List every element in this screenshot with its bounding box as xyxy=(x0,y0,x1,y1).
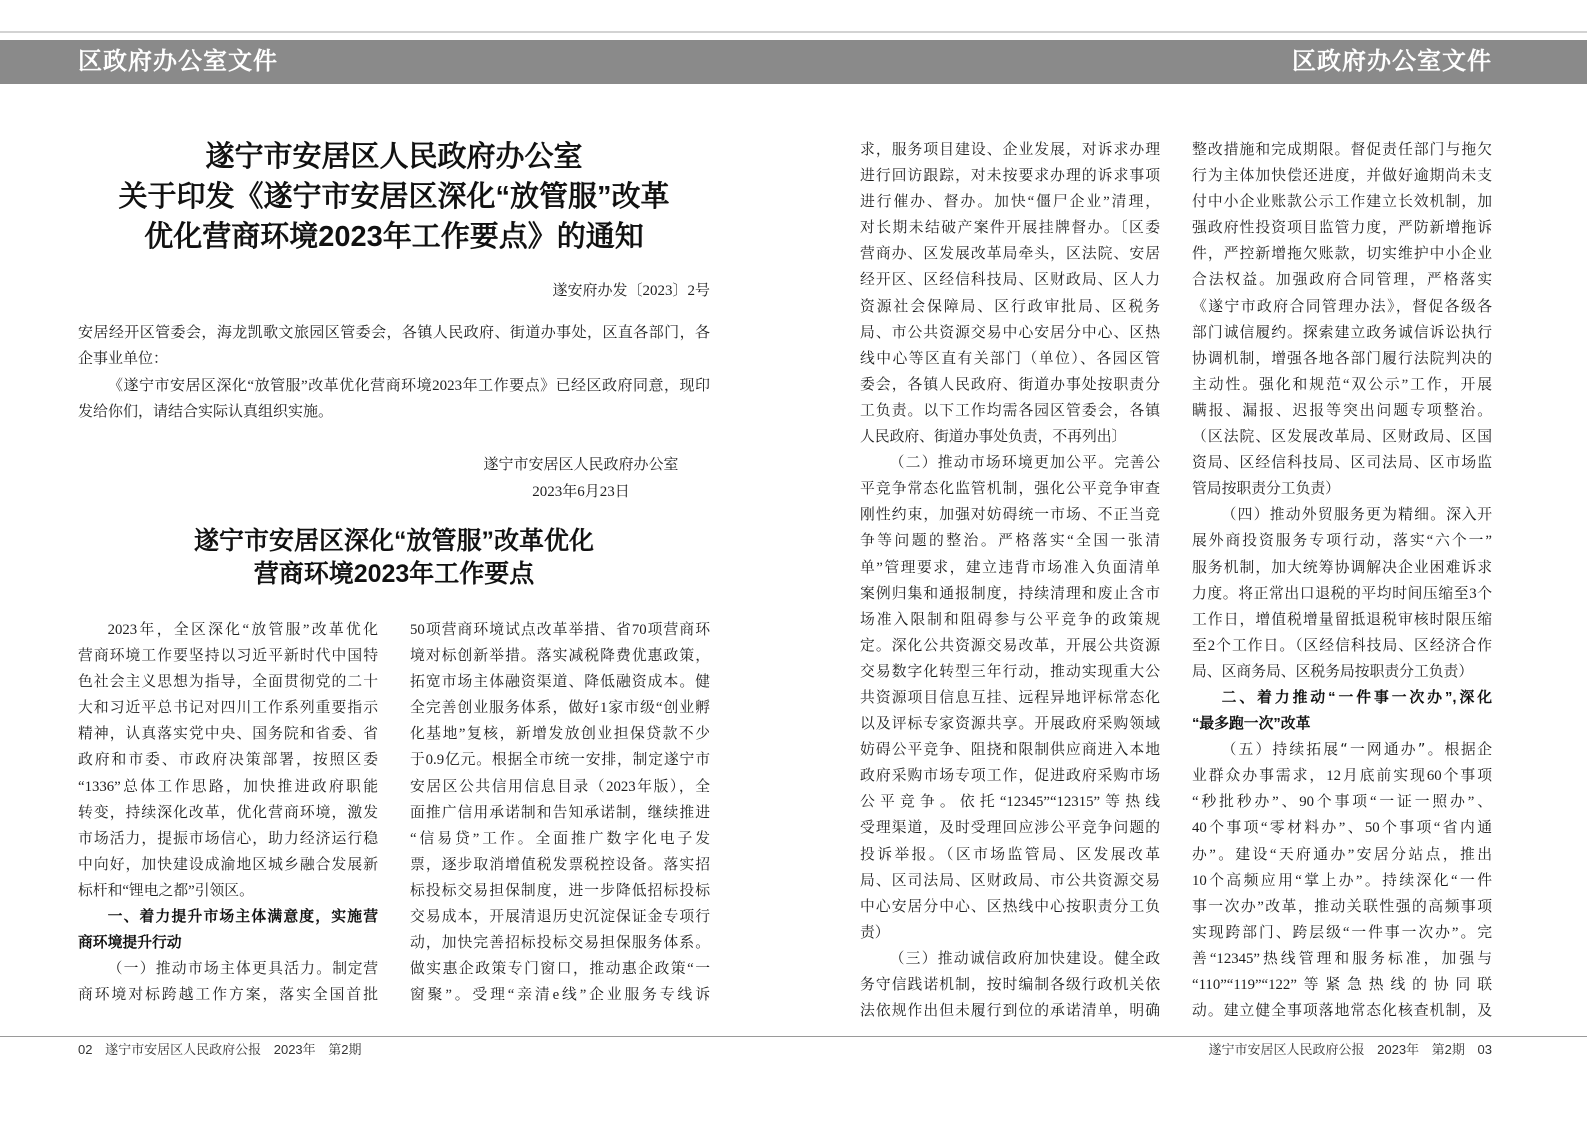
line-text: 深入开 xyxy=(1446,507,1492,524)
body-paragraph xyxy=(1192,502,1492,685)
work-points-title xyxy=(78,525,710,591)
line-text: 事一次办”改革，推动关联性强的高频事项 xyxy=(1192,898,1492,915)
line-text: 法依规作出但未履行到位的承诺清单，明确 xyxy=(860,1003,1160,1020)
line-text: 完善公 xyxy=(1114,455,1160,472)
publication-year: 2023年 xyxy=(273,1042,316,1057)
notice-title-line: 关于印发《遂宁市安居区深化“放管服”改革 xyxy=(118,181,670,213)
line-text: 境对标创新举措。落实减税降费优惠政策， xyxy=(410,648,710,665)
text-line xyxy=(410,643,710,669)
line-text: 票，逐步取消增值税发票税控设备。落实招 xyxy=(410,856,710,873)
text-line xyxy=(410,904,710,930)
text-line xyxy=(1192,815,1492,841)
body-paragraph xyxy=(1192,137,1492,502)
line-text: “秒批秒办”、90个事项“一证一照办”、 xyxy=(1192,794,1492,811)
line-text: 场准入限制和阻碍参与公平竞争的政策规 xyxy=(860,611,1160,628)
text-line xyxy=(1192,424,1492,450)
body-paragraph xyxy=(860,450,1160,946)
text-line xyxy=(78,617,378,643)
text-line xyxy=(410,695,710,721)
text-line xyxy=(410,956,710,982)
text-line xyxy=(410,617,710,643)
subsection-lead: （三）推动诚信政府加快建设。 xyxy=(889,949,1115,967)
issue-number: 第2期 xyxy=(1431,1042,1465,1057)
text-line xyxy=(860,398,1160,424)
text-line xyxy=(1192,868,1492,894)
body-paragraph xyxy=(1192,737,1492,1024)
text-line xyxy=(860,476,1160,502)
line-text: 线中心等区直有关部门（单位）、各园区管 xyxy=(860,350,1160,367)
text-line xyxy=(1192,842,1492,868)
text-line xyxy=(860,137,1160,163)
text-line xyxy=(78,930,378,956)
top-rule xyxy=(0,31,1587,33)
line-text: 以及评标专家资源共享。开展政府采购领域 xyxy=(860,716,1160,733)
line-text: 色社会主义思想为指导，全面贯彻党的二十 xyxy=(78,674,378,691)
text-line xyxy=(410,721,710,747)
line-text: 《遂宁市政府合同管理办法》，督促各级各 xyxy=(1192,298,1492,315)
text-line xyxy=(1192,450,1492,476)
text-line xyxy=(860,163,1160,189)
subsection-lead: （四）推动外贸服务更为精细。 xyxy=(1221,506,1447,524)
body-paragraph xyxy=(78,956,378,1008)
text-line xyxy=(860,633,1160,659)
text-line xyxy=(410,826,710,852)
line-text: 整改措施和完成期限。督促责任部门与拖欠 xyxy=(1192,142,1492,158)
footer-left xyxy=(78,1041,371,1059)
line-text: 经开区、区经信科技局、区财政局、区人力 xyxy=(860,272,1160,289)
text-line xyxy=(1192,346,1492,372)
text-line xyxy=(1192,398,1492,424)
text-line xyxy=(860,868,1160,894)
text-line xyxy=(860,372,1160,398)
text-line xyxy=(1192,581,1492,607)
text-line xyxy=(1192,763,1492,789)
text-line xyxy=(78,747,378,773)
line-text: 标杆和“锂电之都”引领区。 xyxy=(78,882,254,899)
text-line xyxy=(860,555,1160,581)
line-text: 中心安居分中心、区热线中心按职责分工负 xyxy=(860,898,1160,915)
text-line xyxy=(410,852,710,878)
line-text: 共资源项目信息互挂、远程异地评标常态化 xyxy=(860,689,1160,706)
text-line xyxy=(860,946,1160,972)
notice-title xyxy=(78,137,710,257)
publication-name: 遂宁市安居区人民政府公报 xyxy=(105,1042,262,1057)
notice-title-line: 遂宁市安居区人民政府办公室 xyxy=(205,141,583,173)
header-title-right: 区政府办公室文件 xyxy=(1292,48,1492,75)
text-line xyxy=(860,972,1160,998)
text-line xyxy=(1192,267,1492,293)
text-line xyxy=(1192,894,1492,920)
line-text: 安居区公共信用信息目录（2023年版），全 xyxy=(410,778,710,795)
line-text: 一、着力提升市场主体满意度，实施营 xyxy=(107,909,378,926)
line-text: 窗聚”。受理“亲清e线”企业服务专线诉 xyxy=(410,987,710,1004)
text-line xyxy=(78,721,378,747)
line-text: 公平竞争。依托“12345”“12315”等热线 xyxy=(860,794,1160,811)
text-line xyxy=(1192,502,1492,528)
line-text: 于0.9亿元。根据全市统一安排，制定遂宁市 xyxy=(410,752,710,769)
subsection-lead: （一）推动市场主体更具活力。 xyxy=(107,960,333,978)
line-text: 局、区司法局、区财政局、市公共资源交易 xyxy=(860,872,1160,889)
text-line xyxy=(860,241,1160,267)
text-line xyxy=(860,528,1160,554)
line-text: 服务机制，加大统筹协调解决企业困难诉求 xyxy=(1192,559,1492,576)
header-title-left: 区政府办公室文件 xyxy=(78,48,278,75)
line-text: 资源社会保障局、区行政审批局、区税务 xyxy=(860,298,1160,315)
line-text: “110”“119”“122”等紧急热线的协同联 xyxy=(1192,977,1492,993)
line-text: 交易数字化转型三年行动，推动实现重大公 xyxy=(860,663,1160,680)
text-line xyxy=(410,747,710,773)
body-paragraph xyxy=(860,946,1160,1024)
line-text: 部门诚信履约。探索建立政务诚信诉讼执行 xyxy=(1192,324,1492,341)
line-text: 受理渠道，及时受理回应涉公平竞争问题的 xyxy=(860,820,1160,837)
line-text: 资局、区经信科技局、区司法局、区市场监 xyxy=(1192,455,1492,472)
text-line xyxy=(78,800,378,826)
text-line xyxy=(1192,189,1492,215)
line-text: 10个高频应用“掌上办”。持续深化“一件 xyxy=(1192,872,1492,889)
text-line xyxy=(1192,555,1492,581)
text-line xyxy=(78,904,378,930)
line-text: 制定营 xyxy=(332,961,378,978)
line-text: 健全政 xyxy=(1114,950,1160,967)
text-line xyxy=(860,711,1160,737)
line-text: 务守信践诺机制，按时编制各级行政机关依 xyxy=(860,977,1160,993)
text-line xyxy=(860,789,1160,815)
text-line xyxy=(78,695,378,721)
line-text: 市场活力，提振市场信心，助力经济运行稳 xyxy=(78,830,378,847)
subsection-lead: （五）持续拓展“一网通办”。 xyxy=(1221,741,1445,759)
line-text: 交易成本，开展清退历史沉淀保证金专项行 xyxy=(410,909,710,926)
text-line xyxy=(78,643,378,669)
line-text: 中向好，加快建设成渝地区城乡融合发展新 xyxy=(78,856,378,873)
text-line xyxy=(1192,476,1492,502)
text-line xyxy=(1192,946,1492,972)
text-line xyxy=(1192,789,1492,815)
signature-date: 2023年6月23日 xyxy=(532,484,630,500)
text-line xyxy=(860,894,1160,920)
line-text: “最多跑一次”改革 xyxy=(1192,716,1311,733)
text-line xyxy=(860,320,1160,346)
text-line xyxy=(410,800,710,826)
section-heading xyxy=(78,904,378,956)
notice-body-line: 《遂宁市安居区深化“放管服”改革优化营商环境2023年工作要点》已经区政府同意，现印 xyxy=(108,377,710,394)
line-text: 案例归集和通报制度，持续清理和废止含市 xyxy=(860,585,1160,602)
line-text: 管局按职责分工负责） xyxy=(1192,481,1340,498)
line-text: 2023年，全区深化“放管服”改革优化 xyxy=(107,622,378,638)
notice-body-line: 发给你们，请结合实际认真组织实施。 xyxy=(78,403,334,420)
line-text: 办”。建设“天府通办”安居分站点，推出 xyxy=(1192,846,1492,863)
line-text: 根据企 xyxy=(1444,742,1492,759)
line-text: 妨碍公平竞争、阻挠和限制供应商进入本地 xyxy=(860,742,1160,759)
line-text: 平竞争常态化监管机制，强化公平竞争审查 xyxy=(860,481,1160,498)
line-text: 商环境对标跨越工作方案，落实全国首批 xyxy=(78,987,378,1004)
text-line xyxy=(78,878,378,904)
line-text: 实现跨部门、跨层级“一件事一次办”。完 xyxy=(1192,924,1492,941)
text-line xyxy=(860,763,1160,789)
signature-org: 遂宁市安居区人民政府办公室 xyxy=(483,457,679,473)
line-text: 强政府性投资项目监管力度，严防新增拖诉 xyxy=(1192,220,1492,237)
line-text: “1336”总体工作思路，加快推进政府职能 xyxy=(78,778,378,795)
line-text: 40个事项“零材料办”、50个事项“省内通 xyxy=(1192,820,1492,837)
line-text: 对长期未结破产案件开展挂牌督办。〔区委 xyxy=(860,220,1160,237)
body-paragraph xyxy=(78,617,378,904)
text-line xyxy=(860,737,1160,763)
text-line xyxy=(1192,972,1492,998)
document-number: 遂安府办发〔2023〕2号 xyxy=(552,283,710,299)
line-text: 政府采购市场专项工作，促进政府采购市场 xyxy=(860,768,1160,785)
line-text: 件，严控新增拖欠账款，切实维护中小企业 xyxy=(1192,246,1492,263)
line-text: 50项营商环境试点改革举措、省70项营商环 xyxy=(410,622,710,638)
line-text: 局、区商务局、区税务局按职责分工负责） xyxy=(1192,663,1474,680)
body-paragraph xyxy=(410,617,710,1008)
signature-block xyxy=(470,452,692,506)
addressee-line: 安居经开区管委会，海龙凯歌文旅园区管委会，各镇人民政府、街道办事处，区直各部门，各 xyxy=(78,325,710,341)
text-line xyxy=(860,842,1160,868)
publication-name: 遂宁市安居区人民政府公报 xyxy=(1208,1042,1365,1057)
text-line xyxy=(410,669,710,695)
text-line xyxy=(1192,372,1492,398)
line-text: 进行回访跟踪，对未按要求办理的诉求事项 xyxy=(860,168,1160,185)
line-text: 力度。将正常出口退税的平均时间压缩至3个 xyxy=(1192,585,1492,602)
line-text: 合法权益。加强政府合同管理，严格落实 xyxy=(1192,272,1492,289)
text-line xyxy=(860,189,1160,215)
page-number: 02 xyxy=(78,1042,93,1057)
text-line xyxy=(1192,633,1492,659)
text-line xyxy=(1192,215,1492,241)
line-text: 动，加快完善招标投标交易担保服务体系。 xyxy=(410,935,710,952)
line-text: “信易贷”工作。全面推广数字化电子发 xyxy=(410,830,710,847)
text-line xyxy=(860,998,1160,1024)
text-line xyxy=(1192,685,1492,711)
line-text: 全完善创业服务体系，做好1家市级“创业孵 xyxy=(410,700,710,717)
text-column-left-page-2 xyxy=(410,617,710,1008)
text-line xyxy=(1192,137,1492,163)
text-line xyxy=(1192,241,1492,267)
line-text: 标投标交易担保制度，进一步降低招标投标 xyxy=(410,882,710,899)
text-line xyxy=(860,659,1160,685)
text-line xyxy=(78,826,378,852)
line-text: 刚性约束，加强对妨碍统一市场、不正当竞 xyxy=(860,507,1160,524)
section-heading xyxy=(1192,685,1492,737)
text-line xyxy=(1192,920,1492,946)
line-text: 行为主体加快偿还进度，并做好逾期尚未支 xyxy=(1192,168,1492,185)
line-text: 瞒报、漏报、迟报等突出问题专项整治。 xyxy=(1192,402,1492,419)
line-text: 营商办、区发展改革局牵头，区法院、安居 xyxy=(860,246,1160,263)
text-line xyxy=(410,982,710,1008)
text-line xyxy=(860,685,1160,711)
line-text: 单”管理要求，建立违背市场准入负面清单 xyxy=(860,559,1160,576)
line-text: 精神，认真落实党中央、国务院和省委、省 xyxy=(78,726,378,743)
publication-year: 2023年 xyxy=(1377,1042,1420,1057)
line-text: 争等问题的整治。严格落实“全国一张清 xyxy=(860,533,1160,550)
text-line xyxy=(860,581,1160,607)
text-line xyxy=(78,669,378,695)
text-line xyxy=(1192,607,1492,633)
work-points-title-line: 遂宁市安居区深化“放管服”改革优化 xyxy=(193,527,594,555)
text-column-left-page-1 xyxy=(78,617,378,1008)
line-text: 二、着力推动“一件事一次办”,深化 xyxy=(1221,689,1492,706)
footer-rule xyxy=(0,1036,1587,1037)
text-line xyxy=(1192,737,1492,763)
text-line xyxy=(860,815,1160,841)
text-line xyxy=(78,852,378,878)
footer-right xyxy=(1199,1041,1492,1059)
text-line xyxy=(860,607,1160,633)
text-line xyxy=(860,294,1160,320)
line-text: （区法院、区发展改革局、区财政局、区国 xyxy=(1192,429,1492,446)
line-text: 展外商投资服务专项行动，落实“六个一” xyxy=(1192,533,1492,550)
line-text: 面推广信用承诺制和告知承诺制，继续推进 xyxy=(410,804,710,821)
work-points-title-line: 营商环境2023年工作要点 xyxy=(253,560,535,588)
text-line xyxy=(860,267,1160,293)
line-text: 付中小企业账款公示工作建立长效机制，加 xyxy=(1192,194,1492,211)
notice-body xyxy=(78,320,710,425)
text-line xyxy=(78,774,378,800)
line-text: 善“12345”热线管理和服务标准，加强与 xyxy=(1192,950,1492,967)
line-text: 转变，持续深化改革，优化营商环境，激发 xyxy=(78,804,378,821)
text-line xyxy=(860,346,1160,372)
text-line xyxy=(1192,528,1492,554)
line-text: 投诉举报。（区市场监管局、区发展改革 xyxy=(860,846,1160,863)
line-text: 至2个工作日。（区经信科技局、区经济合作 xyxy=(1192,637,1492,654)
text-line xyxy=(860,450,1160,476)
line-text: 主动性。强化和规范“双公示”工作，开展 xyxy=(1192,376,1492,393)
line-text: 工作日，增值税增量留抵退税审核时限压缩 xyxy=(1192,611,1492,628)
text-line xyxy=(78,982,378,1008)
text-line xyxy=(410,878,710,904)
text-line xyxy=(1192,320,1492,346)
text-line xyxy=(860,920,1160,946)
text-line xyxy=(860,215,1160,241)
text-column-right-page-2 xyxy=(1192,137,1492,1024)
line-text: 拓宽市场主体融资渠道、降低融资成本。健 xyxy=(410,674,710,691)
text-line xyxy=(410,930,710,956)
line-text: 人民政府、街道办事处负责，不再列出〕 xyxy=(860,429,1127,446)
subsection-lead: （二）推动市场环境更加公平。 xyxy=(889,454,1115,472)
text-line xyxy=(1192,711,1492,737)
addressee-line: 企事业单位： xyxy=(78,351,169,368)
line-text: 进行催办、督办。加快“僵尸企业”清理， xyxy=(860,194,1160,211)
line-text: 动。建立健全事项落地常态化核查机制，及 xyxy=(1192,1003,1492,1020)
text-line xyxy=(1192,998,1492,1024)
text-line xyxy=(1192,294,1492,320)
line-text: 责） xyxy=(860,924,890,941)
body-paragraph xyxy=(860,137,1160,450)
text-line xyxy=(410,774,710,800)
line-text: 协调机制，增强各地各部门履行法院判决的 xyxy=(1192,350,1492,367)
text-line xyxy=(1192,163,1492,189)
line-text: 商环境提升行动 xyxy=(78,935,182,952)
text-line xyxy=(78,956,378,982)
notice-title-line: 优化营商环境2023年工作要点》的通知 xyxy=(144,221,644,253)
line-text: 业群众办事需求，12月底前实现60个事项 xyxy=(1192,768,1492,785)
line-text: 化基地”复核，新增发放创业担保贷款不少 xyxy=(410,726,710,743)
line-text: 工负责。以下工作均需各园区管委会，各镇 xyxy=(860,402,1160,419)
text-column-right-page-1 xyxy=(860,137,1160,1024)
text-line xyxy=(860,502,1160,528)
issue-number: 第2期 xyxy=(328,1042,362,1057)
line-text: 政府和市委、市政府决策部署，按照区委 xyxy=(78,752,378,769)
text-line xyxy=(1192,659,1492,685)
line-text: 做实惠企政策专门窗口，推动惠企政策“一 xyxy=(410,961,710,978)
line-text: 定。深化公共资源交易改革，开展公共资源 xyxy=(860,637,1160,654)
line-text: 委会，各镇人民政府、街道办事处按职责分 xyxy=(860,376,1160,393)
line-text: 营商环境工作要坚持以习近平新时代中国特 xyxy=(78,648,378,665)
line-text: 求，服务项目建设、企业发展，对诉求办理 xyxy=(860,142,1160,158)
line-text: 局、市公共资源交易中心安居分中心、区热 xyxy=(860,324,1160,341)
page-number: 03 xyxy=(1477,1042,1492,1057)
line-text: 大和习近平总书记对四川工作系列重要指示 xyxy=(78,700,378,717)
text-line xyxy=(860,424,1160,450)
